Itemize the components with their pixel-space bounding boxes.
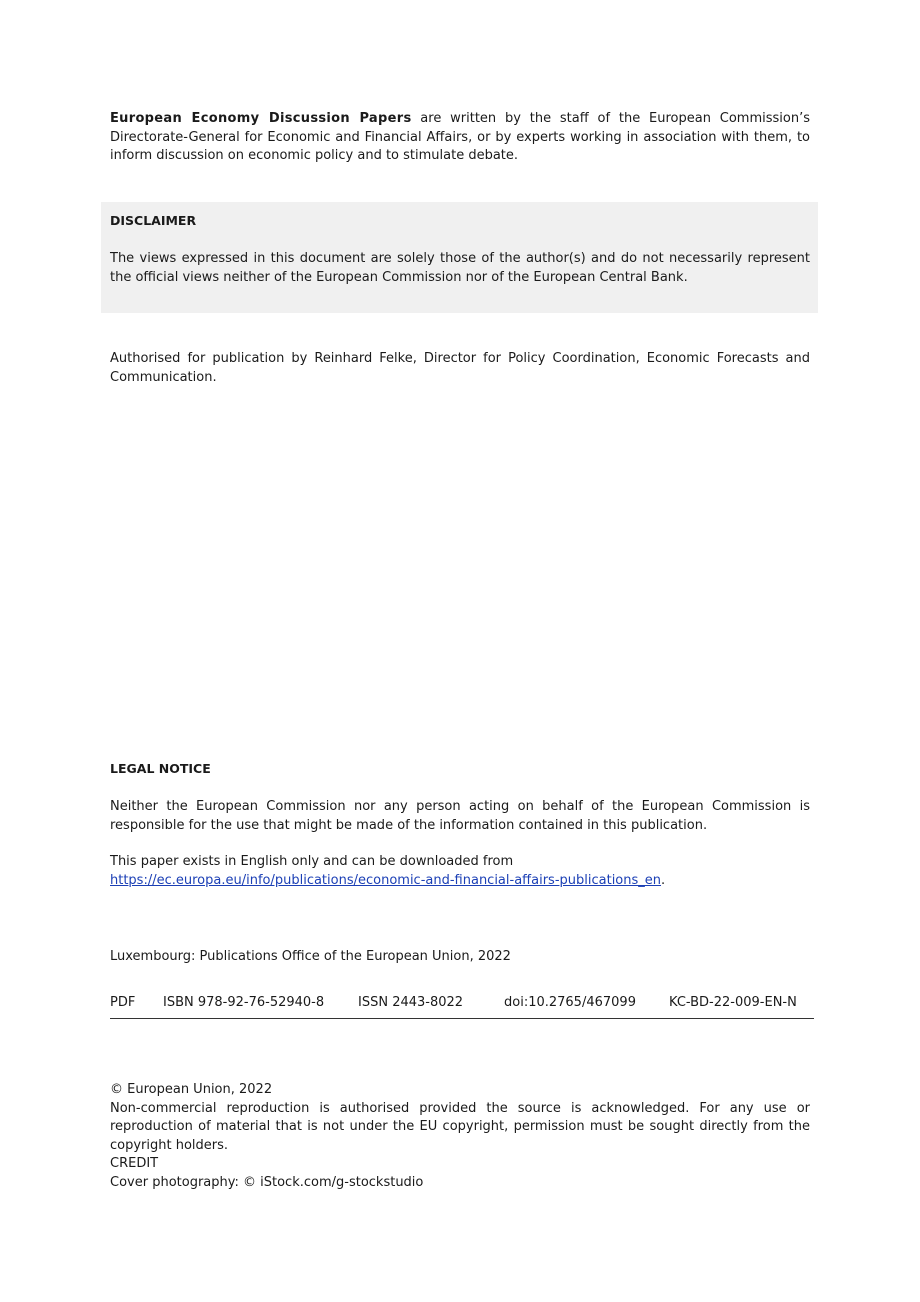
download-intro: This paper exists in English only and can be downloaded from (110, 854, 514, 869)
download-suffix: . (661, 872, 666, 888)
isbn-value: ISBN 978-92-76-52940-8 (163, 995, 325, 1010)
credit-text: Cover photography: © iStock.com/g-stockstudio (110, 1174, 424, 1190)
legal-notice-section (110, 798, 810, 835)
disclaimer-box (101, 202, 818, 313)
publisher-text: Luxembourg: Publications Office of the European Union, 2022 (110, 949, 511, 964)
catalogue-number: KC-BD-22-009-EN-N (669, 995, 797, 1010)
disclaimer-text: The views expressed in this document are solely those of the author(s) and do not necessarily represent the official views neither of the European Commission nor of the European Central Bank. (110, 251, 810, 285)
credit-heading: CREDIT (110, 1156, 159, 1171)
intro-text: are written by the staff of the European Commission’s Directorate-General for Economic and Financial Affairs, or by experts working in association with them, to inform discussion on economic policy and to stimulate debate. (110, 111, 810, 163)
download-section (110, 853, 810, 890)
identifier-row (110, 994, 814, 1019)
copyright-line: © European Union, 2022 (110, 1082, 273, 1097)
copyright-text: Non-commercial reproduction is authorised provided the source is acknowledged. For any use or reproduction of material that is not under the EU copyright, permission must be sought directly from the copyright holders. (110, 1100, 810, 1153)
issn-value: ISSN 2443-8022 (358, 995, 464, 1010)
legal-notice-heading: LEGAL NOTICE (110, 761, 211, 776)
series-title: European Economy Discussion Papers (110, 111, 412, 126)
legal-notice-text: Neither the European Commission nor any person acting on behalf of the European Commission is responsible for the use that might be made of the information contained in this publication. (110, 799, 810, 833)
publisher-section (110, 948, 810, 967)
authorisation-section (110, 350, 810, 387)
intro-paragraph (110, 110, 810, 166)
doi-value: doi:10.2765/467099 (504, 995, 636, 1010)
credit-section (110, 1155, 810, 1192)
download-link[interactable]: https://ec.europa.eu/info/publications/economic-and-financial-affairs-publications_en (110, 872, 662, 888)
authorisation-text: Authorised for publication by Reinhard Felke, Director for Policy Coordination, Economic Forecasts and Communication. (110, 351, 810, 385)
copyright-section (110, 1081, 810, 1155)
format-label: PDF (110, 995, 136, 1010)
download-line (110, 872, 810, 891)
disclaimer-heading: DISCLAIMER (110, 213, 197, 228)
intro-section (110, 110, 810, 166)
